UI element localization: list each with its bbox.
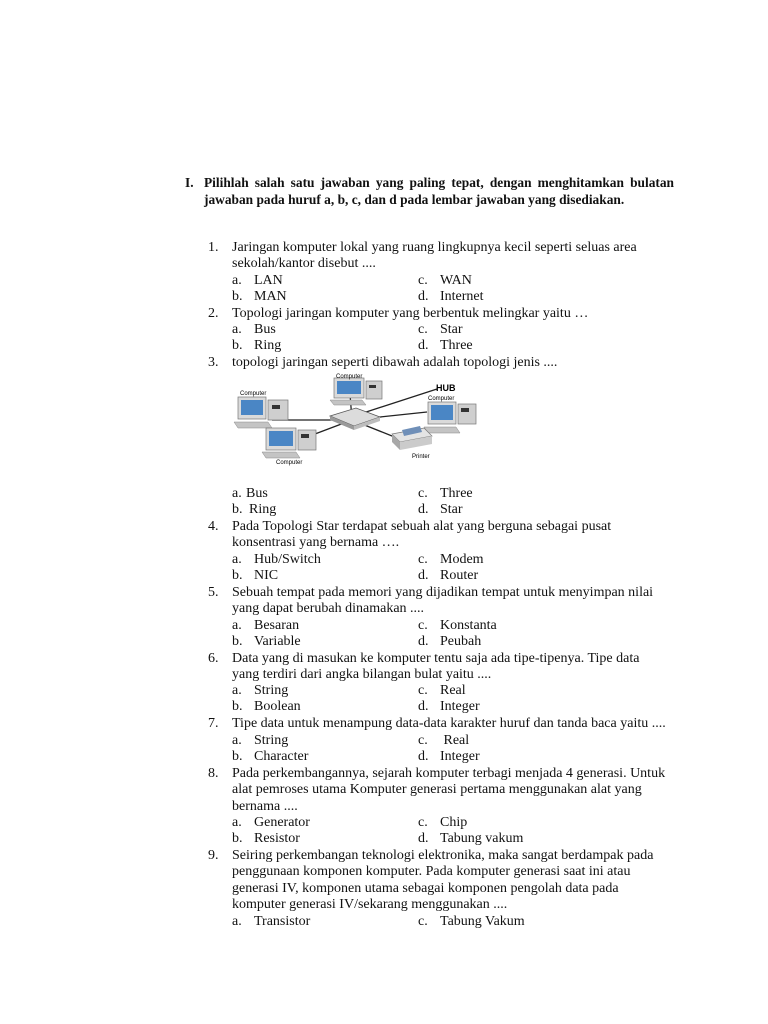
option-letter: a. — [232, 914, 242, 929]
option-text: Integer — [440, 699, 480, 715]
option-c — [418, 914, 525, 930]
question-text: Tipe data untuk menampung data-data karakter huruf dan tanda baca yaitu .... — [232, 716, 666, 731]
hub-device — [330, 408, 380, 430]
option-letter: c. — [418, 733, 428, 748]
option-letter: c. — [418, 486, 428, 501]
option-b — [232, 699, 301, 715]
option-c — [418, 486, 473, 502]
computer-left-icon — [234, 397, 288, 428]
option-a — [232, 618, 299, 634]
question-text: komputer generasi IV/sekarang menggunakan .... — [232, 897, 508, 913]
option-c — [418, 815, 467, 831]
option-text: Modem — [440, 552, 484, 567]
computer-bottom-icon — [262, 428, 316, 458]
option-text: Ring — [249, 502, 277, 518]
option-letter: b. — [232, 699, 243, 715]
option-d — [418, 338, 473, 354]
option-letter: a. — [232, 273, 242, 288]
option-letter: c. — [418, 273, 428, 288]
option-d — [418, 831, 523, 847]
computer-right-label: Computer — [428, 396, 455, 402]
option-letter: b. — [232, 831, 243, 847]
computer-left-label: Computer — [240, 391, 267, 397]
question-text: Sebuah tempat pada memori yang dijadikan tempat untuk menyimpan nilai — [232, 585, 654, 600]
option-b — [232, 338, 281, 354]
option-text: NIC — [254, 568, 279, 584]
option-text: Tabung Vakum — [440, 914, 525, 929]
option-letter: a. — [232, 486, 242, 501]
question-number: 1. — [208, 240, 219, 255]
option-text: String — [254, 683, 289, 698]
question-text: yang terdiri dari angka bilangan bulat yaitu .... — [232, 667, 492, 683]
option-a — [232, 322, 276, 338]
option-text: Real — [440, 683, 466, 698]
computer-top-label: Computer — [336, 374, 363, 380]
section-number: I. — [185, 175, 194, 190]
computer-right-icon — [424, 402, 476, 433]
option-d — [418, 634, 481, 650]
option-letter: a. — [232, 733, 242, 748]
option-text: Three — [440, 486, 473, 501]
question-text: bernama .... — [232, 798, 298, 814]
option-letter: a. — [232, 322, 242, 337]
option-b — [232, 831, 300, 847]
option-letter: b. — [232, 502, 243, 518]
question-text: konsentrasi yang bernama …. — [232, 535, 400, 551]
option-letter: d. — [418, 634, 429, 650]
printer-label: Printer — [412, 454, 430, 460]
option-letter: d. — [418, 289, 429, 305]
option-letter: d. — [418, 749, 429, 765]
option-d — [418, 749, 480, 765]
option-text: Internet — [440, 289, 484, 305]
question-number: 4. — [208, 519, 219, 534]
option-d — [418, 289, 484, 305]
option-text: Bus — [254, 322, 276, 337]
computer-top-icon — [330, 378, 382, 405]
option-c — [418, 273, 472, 289]
option-letter: a. — [232, 552, 242, 567]
option-letter: b. — [232, 749, 243, 765]
option-b — [232, 289, 287, 305]
option-text: Chip — [440, 815, 468, 830]
option-c — [418, 552, 484, 568]
question-text: Pada Topologi Star terdapat sebuah alat yang berguna sebagai pusat — [232, 519, 612, 534]
option-d — [418, 502, 463, 518]
option-c — [418, 322, 463, 338]
question-text: Data yang di masukan ke komputer tentu saja ada tipe-tipenya. Tipe data — [232, 651, 640, 666]
option-a — [232, 552, 321, 568]
star-topology-diagram — [232, 372, 482, 467]
option-letter: d. — [418, 568, 429, 584]
option-a — [232, 914, 310, 930]
question-number: 7. — [208, 716, 219, 731]
computer-bottom-label: Computer — [276, 460, 303, 466]
option-text: Ring — [254, 338, 282, 354]
option-letter: c. — [418, 914, 428, 929]
question-text: Topologi jaringan komputer yang berbentuk melingkar yaitu … — [232, 306, 589, 321]
option-letter: b. — [232, 568, 243, 584]
option-text: Peubah — [440, 634, 482, 650]
option-letter: a. — [232, 683, 242, 698]
question-number: 2. — [208, 306, 219, 321]
question-number: 3. — [208, 355, 219, 370]
option-text: WAN — [440, 273, 472, 288]
question-text: Pada perkembangannya, sejarah komputer terbagi menjada 4 generasi. Untuk — [232, 766, 666, 781]
option-letter: c. — [418, 683, 428, 698]
question-text: penggunaan komponen komputer. Pada komputer generasi saat ini atau — [232, 864, 631, 880]
option-text: Hub/Switch — [254, 552, 321, 567]
option-letter: d. — [418, 502, 429, 518]
option-text: LAN — [254, 273, 283, 288]
option-text: Integer — [440, 749, 480, 765]
option-b — [232, 634, 301, 650]
option-text: Router — [440, 568, 479, 584]
section-instruction: Pilihlah salah satu jawaban yang paling tepat, dengan menghitamkan bulatan jawaban pada huruf a, b, c, dan d pada lembar jawaban yang disediakan. — [204, 175, 674, 207]
question-number: 8. — [208, 766, 219, 781]
option-letter: c. — [418, 552, 428, 567]
question-text: alat pemroses utama Komputer generasi pertama menggunakan alat yang — [232, 782, 642, 798]
option-text: Variable — [254, 634, 301, 650]
option-a — [232, 815, 310, 831]
option-text: Star — [440, 502, 463, 518]
option-text: Character — [254, 749, 309, 765]
option-letter: d. — [418, 338, 429, 354]
option-letter: a. — [232, 618, 242, 633]
option-text: Boolean — [254, 699, 301, 715]
option-letter: d. — [418, 831, 429, 847]
option-letter: b. — [232, 289, 243, 305]
option-b — [232, 568, 278, 584]
option-text: Real — [440, 733, 470, 748]
option-c — [418, 618, 497, 634]
option-text: Resistor — [254, 831, 300, 847]
option-text: Besaran — [254, 618, 300, 633]
question-number: 6. — [208, 651, 219, 666]
question-text: sekolah/kantor disebut .... — [232, 256, 376, 272]
question-number: 5. — [208, 585, 219, 600]
option-b — [232, 502, 276, 518]
question-text: topologi jaringan seperti dibawah adalah topologi jenis .... — [232, 355, 558, 370]
printer-icon — [392, 426, 432, 450]
question-text: yang dapat berubah dinamakan .... — [232, 601, 425, 617]
option-letter: a. — [232, 815, 242, 830]
option-letter: c. — [418, 618, 428, 633]
option-c — [418, 733, 469, 749]
question-number: 9. — [208, 848, 219, 863]
option-text: MAN — [254, 289, 287, 305]
hub-label: HUB — [436, 383, 456, 393]
option-text: Generator — [254, 815, 310, 830]
option-c — [418, 683, 466, 699]
option-text: Konstanta — [440, 618, 497, 633]
option-d — [418, 568, 478, 584]
option-letter: c. — [418, 815, 428, 830]
question-text: Seiring perkembangan teknologi elektronika, maka sangat berdampak pada — [232, 848, 654, 863]
option-letter: d. — [418, 699, 429, 715]
option-text: Tabung vakum — [440, 831, 524, 847]
option-a — [232, 486, 268, 502]
option-letter: b. — [232, 634, 243, 650]
option-letter: c. — [418, 322, 428, 337]
option-letter: b. — [232, 338, 243, 354]
option-text: String — [254, 733, 289, 748]
option-a — [232, 683, 288, 699]
option-text: Bus — [246, 486, 268, 501]
option-a — [232, 273, 283, 289]
option-d — [418, 699, 480, 715]
option-text: Three — [440, 338, 473, 354]
question-text: Jaringan komputer lokal yang ruang lingkupnya kecil seperti seluas area — [232, 240, 637, 255]
option-a — [232, 733, 288, 749]
option-b — [232, 749, 308, 765]
option-text: Transistor — [254, 914, 311, 929]
option-text: Star — [440, 322, 463, 337]
question-text: generasi IV, komponen utama sebagai komponen pengolah data pada — [232, 880, 619, 896]
